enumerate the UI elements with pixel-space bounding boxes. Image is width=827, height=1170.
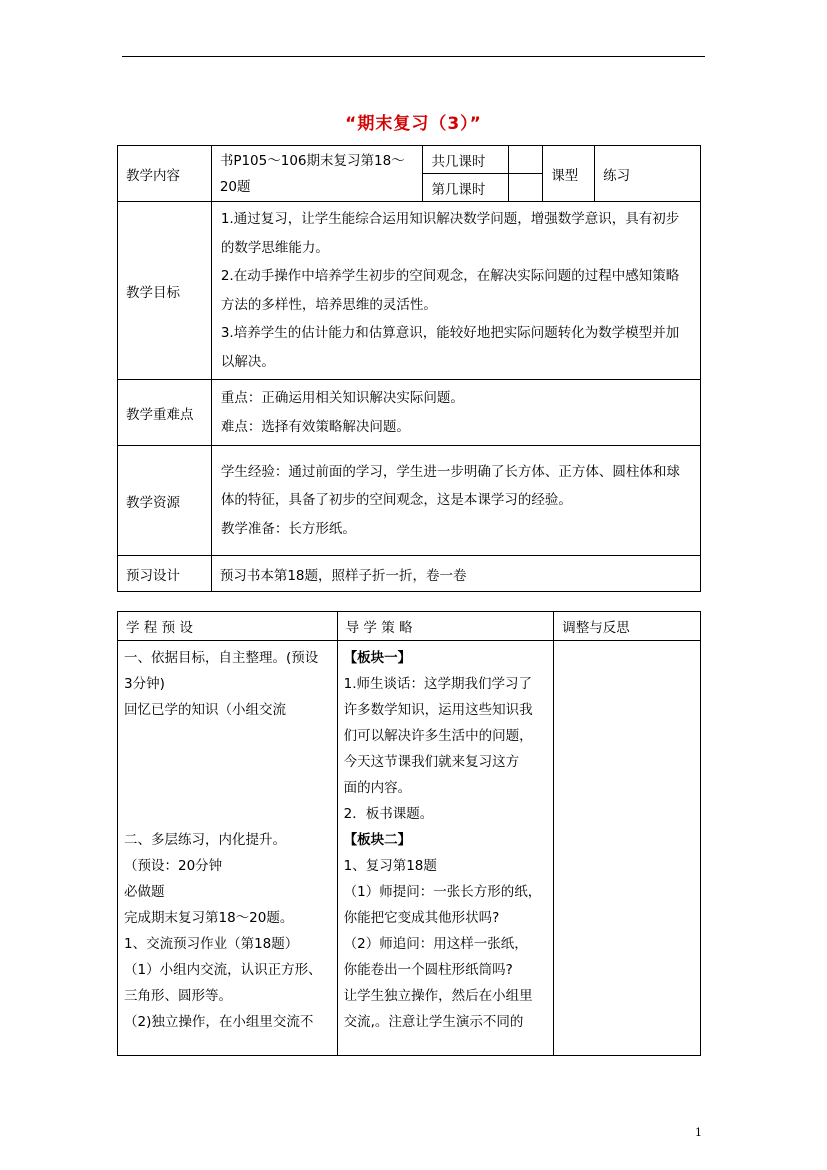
strategy-line: 让学生独立操作，然后在小组里 [343,988,533,1004]
plan-line: 3分钟) [124,676,165,692]
lesson-info-table [117,145,701,592]
strategy-line: 【板块二】 [343,832,412,848]
page-title: “期末复习（3）” [345,114,482,134]
plan-cell [118,641,338,1056]
strategy-line: 许多数学知识，运用这些知识我 [343,702,533,718]
plan-line: （2)独立操作，在小组里交流不 [124,1014,314,1030]
keypoints-label: 教学重难点 [118,380,212,446]
strategy-line: 1、复习第18题 [343,858,437,874]
strategy-line: （2）师追问：用这样一张纸， [343,936,528,952]
strategy-line: 交流,。注意让学生演示不同的 [343,1014,524,1030]
plan-line: 一、依据目标，自主整理。(预设 [124,650,319,666]
resources-label: 教学资源 [118,446,212,556]
plan-line: 完成期末复习第18～20题。 [124,910,294,926]
plan-spacer [124,723,333,749]
strategy-line: 【板块一】 [343,650,412,666]
strategy-line: 你能把它变成其他形状吗? [343,910,500,926]
header-strategy: 导 学 策 略 [337,612,554,641]
resource-item: 教学准备：长方形纸。 [220,520,356,537]
strategy-line: 今天这节课我们就来复习这方 [343,754,520,770]
goal-item: 3.培养学生的估计能力和估算意识，能较好地把实际问题转化为数学模型并加以解决。 [220,325,680,370]
content-value: 书P105～106期末复习第18～20题 [211,146,423,202]
process-table [117,611,701,1056]
plan-line: （预设：20分钟 [124,858,223,874]
header-plan: 学 程 预 设 [118,612,338,641]
keypoint-item: 难点：选择有效策略解决问题。 [220,418,410,435]
plan-line: （1）小组内交流，认识正方形、 [124,962,322,978]
plan-line: 1、交流预习作业（第18题） [124,936,299,952]
resources-cell [211,446,700,556]
strategy-line: 们可以解决许多生活中的问题， [343,728,533,744]
plan-line: 必做题 [124,884,165,900]
type-label: 课型 [543,146,595,202]
header-reflection: 调整与反思 [554,612,701,641]
strategy-line: 2．板书课题。 [343,806,434,822]
preview-value: 预习书本第18题，照样子折一折，卷一卷 [211,556,700,592]
goals-cell [211,202,700,380]
content-label: 教学内容 [118,146,212,202]
type-value: 练习 [595,146,701,202]
goals-label: 教学目标 [118,202,212,380]
strategy-line: 你能卷出一个圆柱形纸筒吗? [343,962,513,978]
plan-spacer [124,801,333,827]
keypoints-cell [211,380,700,446]
keypoint-item: 重点：正确运用相关知识解决实际问题。 [220,390,464,406]
plan-line: 三角形、圆形等。 [124,988,232,1004]
plan-line: 二、多层练习，内化提升。 [124,832,286,848]
which-hour-label: 第几课时 [423,174,509,202]
which-hour-value [509,174,543,202]
goal-item: 2.在动手操作中培养学生初步的空间观念，在解决实际问题的过程中感知策略方法的多样性，培养思维的灵活性。 [220,268,680,313]
header-rule [122,56,705,57]
page-number: 1 [695,1126,702,1139]
strategy-line: （1）师提问：一张长方形的纸， [343,884,542,900]
goal-item: 1.通过复习，让学生能综合运用知识解决数学问题，增强数学意识，具有初步的数学思维能力。 [220,211,680,256]
plan-spacer [124,775,333,801]
plan-spacer [124,749,333,775]
preview-label: 预习设计 [118,556,212,592]
strategy-cell [337,641,554,1056]
total-hours-label: 共几课时 [423,146,509,174]
strategy-line: 面的内容。 [343,780,412,796]
reflection-cell [554,641,701,1056]
resource-item: 学生经验：通过前面的学习，学生进一步明确了长方体、正方体、圆柱体和球体的特征，具备了初步的空间观念，这是本课学习的经验。 [220,463,680,509]
total-hours-value [509,146,543,174]
strategy-line: 1.师生谈话：这学期我们学习了 [343,676,533,692]
plan-line: 回忆已学的知识（小组交流 [124,702,286,718]
